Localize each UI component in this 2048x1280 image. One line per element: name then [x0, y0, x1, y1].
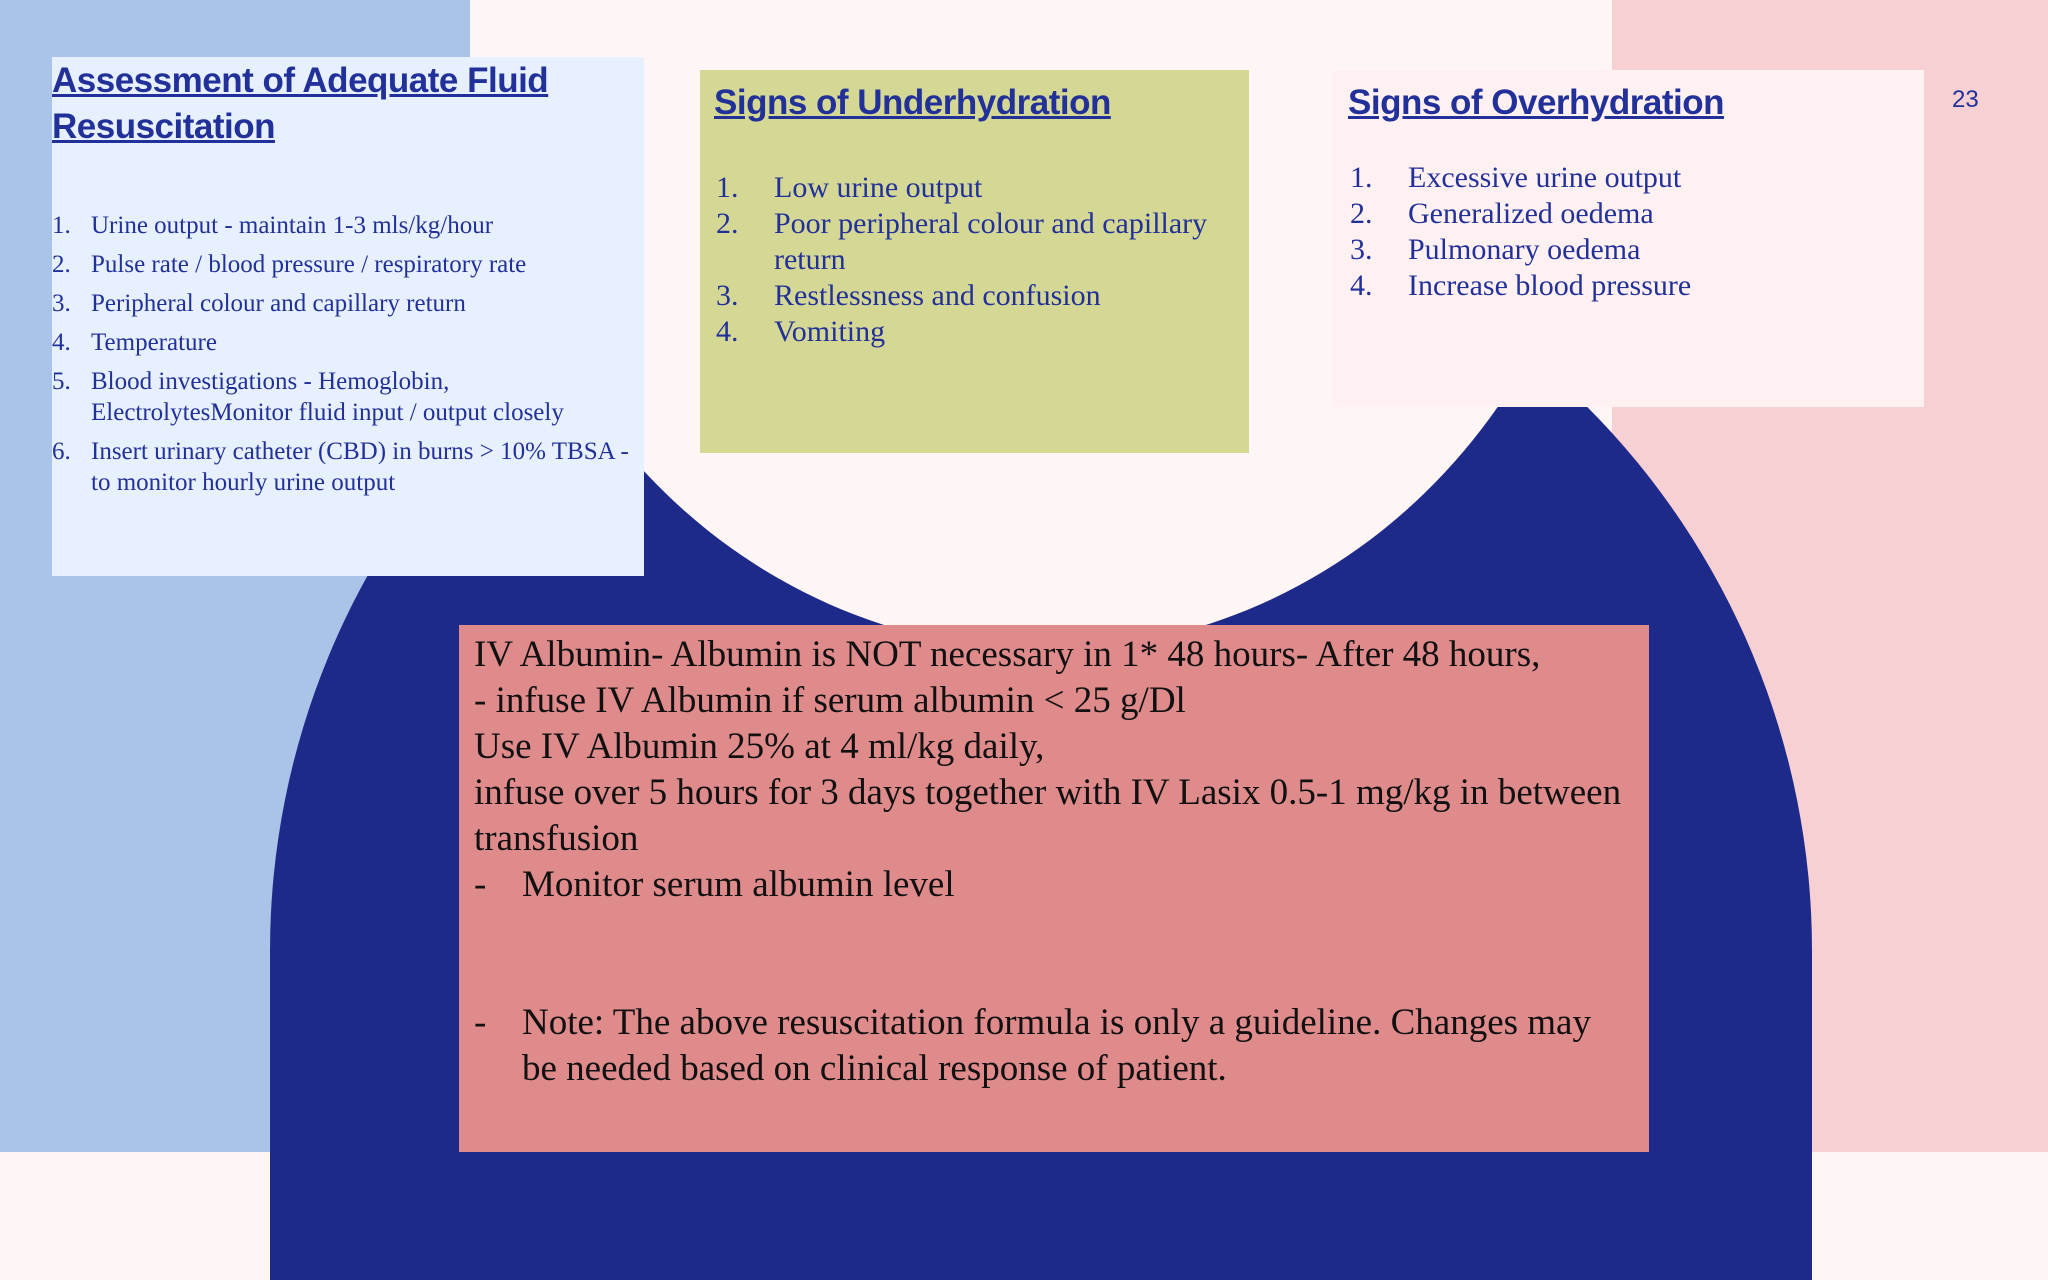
- list-text: Vomiting: [774, 315, 886, 348]
- list-number: 2.: [52, 251, 71, 278]
- assessment-list: [52, 210, 632, 506]
- list-item: [52, 249, 632, 280]
- overhydration-list: [1350, 160, 1910, 304]
- list-number: 3.: [52, 290, 71, 317]
- list-item: [716, 206, 1236, 278]
- assessment-title: Assessment of Adequate Fluid Resuscitation: [52, 61, 549, 146]
- list-number: 4.: [52, 329, 71, 356]
- list-text: Generalized oedema: [1408, 197, 1654, 230]
- list-item: [1350, 268, 1910, 304]
- list-item: [52, 436, 632, 498]
- list-item: [52, 366, 632, 428]
- albumin-bullet-note: [474, 1000, 1634, 1092]
- albumin-line-4: infuse over 5 hours for 3 days together with IV Lasix 0.5-1 mg/kg in between transfusion: [474, 772, 1622, 859]
- list-text: Urine output - maintain 1-3 mls/kg/hour: [91, 212, 494, 239]
- list-text: Blood investigations - Hemoglobin, ElectrolytesMonitor fluid input / output closely: [91, 368, 564, 426]
- list-text: Increase blood pressure: [1408, 269, 1692, 302]
- list-item: [52, 327, 632, 358]
- list-item: [52, 288, 632, 319]
- list-number: 6.: [52, 438, 71, 465]
- list-item: [716, 170, 1236, 206]
- list-text: Pulse rate / blood pressure / respiratory rate: [91, 251, 527, 278]
- bullet-dash: -: [474, 864, 487, 905]
- list-number: 4.: [1350, 269, 1373, 302]
- albumin-line-1: IV Albumin- Albumin is NOT necessary in 1* 48 hours- After 48 hours,: [474, 634, 1541, 675]
- albumin-line-2: - infuse IV Albumin if serum albumin < 25 g/Dl: [474, 680, 1186, 721]
- underhydration-list: [716, 170, 1236, 350]
- list-item: [716, 314, 1236, 350]
- list-number: 2.: [716, 207, 739, 240]
- list-text: Peripheral colour and capillary return: [91, 290, 466, 317]
- underhydration-title: Signs of Underhydration: [714, 83, 1111, 122]
- list-item: [1350, 232, 1910, 268]
- list-text: Poor peripheral colour and capillary return: [774, 207, 1208, 276]
- list-item: [1350, 160, 1910, 196]
- list-text: Low urine output: [774, 171, 983, 204]
- list-number: 3.: [716, 279, 739, 312]
- overhydration-title: Signs of Overhydration: [1348, 83, 1724, 122]
- list-item: [52, 210, 632, 241]
- list-item: [716, 278, 1236, 314]
- bullet-dash: -: [474, 1002, 487, 1043]
- spacer: [474, 908, 1634, 1000]
- list-text: Insert urinary catheter (CBD) in burns > 10% TBSA - to monitor hourly urine output: [91, 438, 629, 496]
- albumin-line-3: Use IV Albumin 25% at 4 ml/kg daily,: [474, 726, 1045, 767]
- bullet-text: Monitor serum albumin level: [522, 864, 955, 905]
- page-number: 23: [1952, 86, 1979, 113]
- list-number: 5.: [52, 368, 71, 395]
- list-number: 2.: [1350, 197, 1373, 230]
- bullet-text: Note: The above resuscitation formula is only a guideline. Changes may be needed based on clinical response of patient.: [522, 1002, 1591, 1089]
- list-text: Restlessness and confusion: [774, 279, 1101, 312]
- list-text: Temperature: [91, 329, 217, 356]
- list-item: [1350, 196, 1910, 232]
- list-number: 3.: [1350, 233, 1373, 266]
- list-number: 1.: [1350, 161, 1373, 194]
- albumin-bullet-monitor: [474, 862, 1634, 908]
- list-number: 1.: [52, 212, 71, 239]
- list-text: Pulmonary oedema: [1408, 233, 1641, 266]
- list-text: Excessive urine output: [1408, 161, 1682, 194]
- list-number: 4.: [716, 315, 739, 348]
- list-number: 1.: [716, 171, 739, 204]
- albumin-text-block: [474, 632, 1634, 1092]
